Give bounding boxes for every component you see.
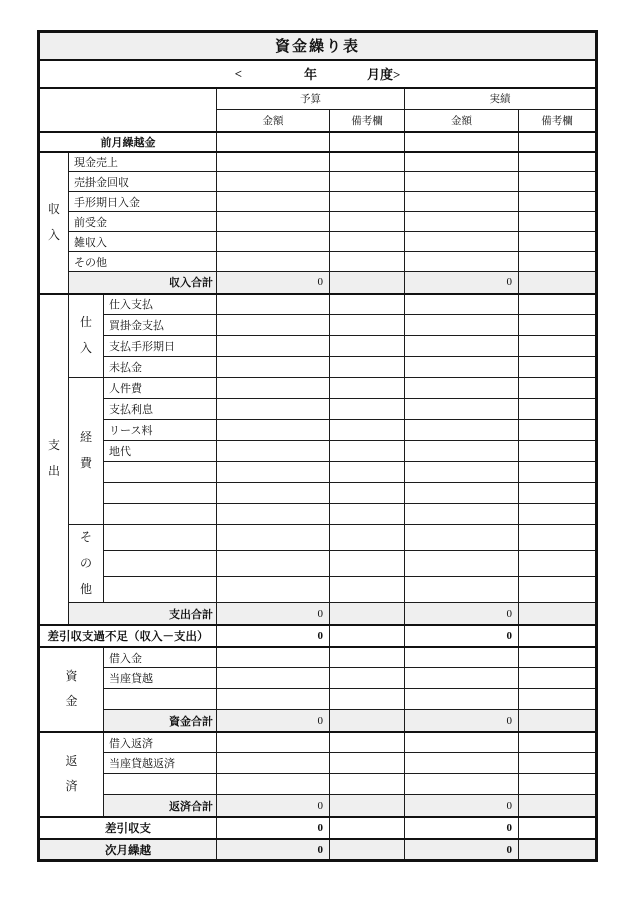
remarks-cell (519, 192, 597, 212)
next-month-actual-remarks (519, 839, 597, 861)
amount-cell (217, 753, 330, 774)
expense-group-label: 支 出 (39, 294, 69, 625)
carryover-budget-remarks-cell (330, 132, 405, 152)
remarks-cell (330, 551, 405, 577)
period-text (44, 64, 591, 83)
remarks-cell (330, 399, 405, 420)
purchases-subgroup-label: 仕 入 (69, 294, 104, 378)
balance-row-label: 差引収支過不足（収入－支出） (39, 625, 217, 647)
amount-cell (217, 192, 330, 212)
amount-cell (217, 399, 330, 420)
remarks-cell (519, 462, 597, 483)
remarks-cell (330, 172, 405, 192)
amount-cell (405, 551, 519, 577)
other-expense-subgroup-label: そ の 他 (69, 525, 104, 603)
remarks-cell (519, 378, 597, 399)
amount-cell (405, 152, 519, 172)
row-label-land-rent: 地代 (104, 441, 217, 462)
row-label-blank (104, 577, 217, 603)
amount-cell (217, 315, 330, 336)
header-actual: 実績 (405, 88, 597, 110)
remarks-cell (519, 336, 597, 357)
amount-cell (217, 172, 330, 192)
repayment-total-actual-remarks (519, 795, 597, 817)
amount-cell (217, 378, 330, 399)
amount-cell (405, 357, 519, 378)
amount-cell (405, 483, 519, 504)
remarks-cell (519, 668, 597, 689)
amount-cell (405, 420, 519, 441)
remarks-cell (519, 232, 597, 252)
amount-cell (217, 551, 330, 577)
row-label-interest-paid: 支払利息 (104, 399, 217, 420)
expense-total-actual-amount: 0 (405, 603, 519, 625)
remarks-cell (330, 152, 405, 172)
row-label-income-other: その他 (69, 252, 217, 272)
funds-total-budget-remarks (330, 710, 405, 732)
amount-cell (405, 212, 519, 232)
funds-total-label: 資金合計 (104, 710, 217, 732)
remarks-cell (519, 441, 597, 462)
amount-cell (217, 462, 330, 483)
repayment-total-actual-amount: 0 (405, 795, 519, 817)
carryover-actual-remarks-cell (519, 132, 597, 152)
balance-actual-remarks (519, 625, 597, 647)
amount-cell (405, 577, 519, 603)
net-balance-actual-amount: 0 (405, 817, 519, 839)
funds-total-actual-remarks (519, 710, 597, 732)
repayment-group-label: 返 済 (39, 732, 104, 817)
next-month-carryover-label: 次月繰越 (39, 839, 217, 861)
amount-cell (217, 689, 330, 710)
expense-total-label: 支出合計 (69, 603, 217, 625)
net-balance-budget-amount: 0 (217, 817, 330, 839)
remarks-cell (330, 252, 405, 272)
remarks-cell (519, 732, 597, 753)
amount-cell (405, 336, 519, 357)
amount-cell (405, 774, 519, 795)
remarks-cell (330, 441, 405, 462)
remarks-cell (519, 315, 597, 336)
row-label-blank (104, 551, 217, 577)
header-actual-remarks: 備考欄 (519, 110, 597, 132)
remarks-cell (330, 357, 405, 378)
row-label-loan-repayment: 借入返済 (104, 732, 217, 753)
repayment-total-budget-amount: 0 (217, 795, 330, 817)
amount-cell (405, 732, 519, 753)
remarks-cell (519, 483, 597, 504)
row-label-prev-month-carryover: 前月繰越金 (39, 132, 217, 152)
remarks-cell (330, 212, 405, 232)
row-label-blank (104, 525, 217, 551)
remarks-cell (519, 504, 597, 525)
overhead-subgroup-label: 経 費 (69, 378, 104, 525)
amount-cell (405, 399, 519, 420)
amount-cell (217, 525, 330, 551)
amount-cell (405, 315, 519, 336)
remarks-cell (330, 525, 405, 551)
header-budget-amount: 金額 (217, 110, 330, 132)
period-year-label: 年 (304, 67, 318, 82)
amount-cell (405, 172, 519, 192)
remarks-cell (330, 336, 405, 357)
row-label-accrued-payables: 未払金 (104, 357, 217, 378)
remarks-cell (519, 551, 597, 577)
amount-cell (405, 294, 519, 315)
remarks-cell (330, 504, 405, 525)
remarks-cell (330, 294, 405, 315)
row-label-borrowings: 借入金 (104, 647, 217, 668)
cashflow-table (37, 30, 598, 862)
funds-total-budget-amount: 0 (217, 710, 330, 732)
period-month-label: 月度> (367, 67, 401, 82)
remarks-cell (330, 774, 405, 795)
amount-cell (217, 232, 330, 252)
row-label-lease-fee: リース料 (104, 420, 217, 441)
row-label-purchase-payment: 仕入支払 (104, 294, 217, 315)
remarks-cell (519, 152, 597, 172)
row-label-blank (104, 483, 217, 504)
repayment-total-budget-remarks (330, 795, 405, 817)
next-month-budget-remarks (330, 839, 405, 861)
row-label-receivables-collection: 売掛金回収 (69, 172, 217, 192)
remarks-cell (330, 232, 405, 252)
next-month-actual-amount: 0 (405, 839, 519, 861)
balance-budget-amount: 0 (217, 625, 330, 647)
carryover-actual-amount-cell (405, 132, 519, 152)
carryover-budget-amount-cell (217, 132, 330, 152)
next-month-budget-amount: 0 (217, 839, 330, 861)
remarks-cell (330, 732, 405, 753)
row-label-notes-due-deposit: 手形期日入金 (69, 192, 217, 212)
expense-total-budget-remarks (330, 603, 405, 625)
row-label-personnel-cost: 人件費 (104, 378, 217, 399)
amount-cell (405, 647, 519, 668)
remarks-cell (519, 525, 597, 551)
remarks-cell (330, 577, 405, 603)
header-budget: 予算 (217, 88, 405, 110)
amount-cell (217, 336, 330, 357)
header-budget-remarks: 備考欄 (330, 110, 405, 132)
income-total-label: 収入合計 (69, 272, 217, 294)
row-label-advances-received: 前受金 (69, 212, 217, 232)
funds-total-actual-amount: 0 (405, 710, 519, 732)
amount-cell (405, 753, 519, 774)
amount-cell (217, 647, 330, 668)
amount-cell (405, 441, 519, 462)
row-label-cash-sales: 現金売上 (69, 152, 217, 172)
remarks-cell (519, 252, 597, 272)
remarks-cell (330, 378, 405, 399)
income-group-label: 収 入 (39, 152, 69, 294)
amount-cell (405, 668, 519, 689)
remarks-cell (330, 668, 405, 689)
amount-cell (217, 504, 330, 525)
document-title: 資金繰り表 (39, 32, 597, 60)
funds-group-label: 資 金 (39, 647, 104, 732)
net-balance-budget-remarks (330, 817, 405, 839)
amount-cell (405, 462, 519, 483)
amount-cell (217, 732, 330, 753)
amount-cell (217, 577, 330, 603)
remarks-cell (519, 399, 597, 420)
amount-cell (217, 252, 330, 272)
net-balance-label: 差引収支 (39, 817, 217, 839)
row-label-blank (104, 504, 217, 525)
remarks-cell (330, 192, 405, 212)
amount-cell (217, 774, 330, 795)
amount-cell (217, 212, 330, 232)
remarks-cell (330, 315, 405, 336)
row-label-blank (104, 462, 217, 483)
remarks-cell (519, 689, 597, 710)
amount-cell (217, 294, 330, 315)
expense-total-actual-remarks (519, 603, 597, 625)
remarks-cell (330, 689, 405, 710)
row-label-blank (104, 689, 217, 710)
remarks-cell (330, 647, 405, 668)
remarks-cell (519, 294, 597, 315)
amount-cell (405, 525, 519, 551)
income-total-actual-amount: 0 (405, 272, 519, 294)
row-label-overdraft: 当座貸越 (104, 668, 217, 689)
balance-budget-remarks (330, 625, 405, 647)
expense-total-budget-amount: 0 (217, 603, 330, 625)
repayment-total-label: 返済合計 (104, 795, 217, 817)
amount-cell (405, 689, 519, 710)
amount-cell (217, 483, 330, 504)
remarks-cell (519, 647, 597, 668)
row-label-blank (104, 774, 217, 795)
row-label-payables-payment: 買掛金支払 (104, 315, 217, 336)
remarks-cell (519, 420, 597, 441)
amount-cell (217, 668, 330, 689)
income-total-budget-amount: 0 (217, 272, 330, 294)
amount-cell (405, 192, 519, 212)
remarks-cell (330, 483, 405, 504)
income-total-budget-remarks (330, 272, 405, 294)
amount-cell (405, 378, 519, 399)
amount-cell (217, 420, 330, 441)
remarks-cell (330, 420, 405, 441)
remarks-cell (330, 753, 405, 774)
remarks-cell (519, 212, 597, 232)
amount-cell (405, 504, 519, 525)
amount-cell (217, 357, 330, 378)
remarks-cell (519, 172, 597, 192)
period-row (39, 60, 597, 88)
amount-cell (405, 232, 519, 252)
row-label-overdraft-repayment: 当座貸越返済 (104, 753, 217, 774)
row-label-misc-income: 雑収入 (69, 232, 217, 252)
remarks-cell (330, 462, 405, 483)
net-balance-actual-remarks (519, 817, 597, 839)
remarks-cell (519, 577, 597, 603)
amount-cell (217, 441, 330, 462)
remarks-cell (519, 753, 597, 774)
header-spacer-cell (39, 88, 217, 132)
remarks-cell (519, 357, 597, 378)
header-actual-amount: 金額 (405, 110, 519, 132)
balance-actual-amount: 0 (405, 625, 519, 647)
row-label-notes-payable-due: 支払手形期日 (104, 336, 217, 357)
remarks-cell (519, 774, 597, 795)
income-total-actual-remarks (519, 272, 597, 294)
period-open-bracket: < (234, 65, 243, 81)
amount-cell (405, 252, 519, 272)
amount-cell (217, 152, 330, 172)
